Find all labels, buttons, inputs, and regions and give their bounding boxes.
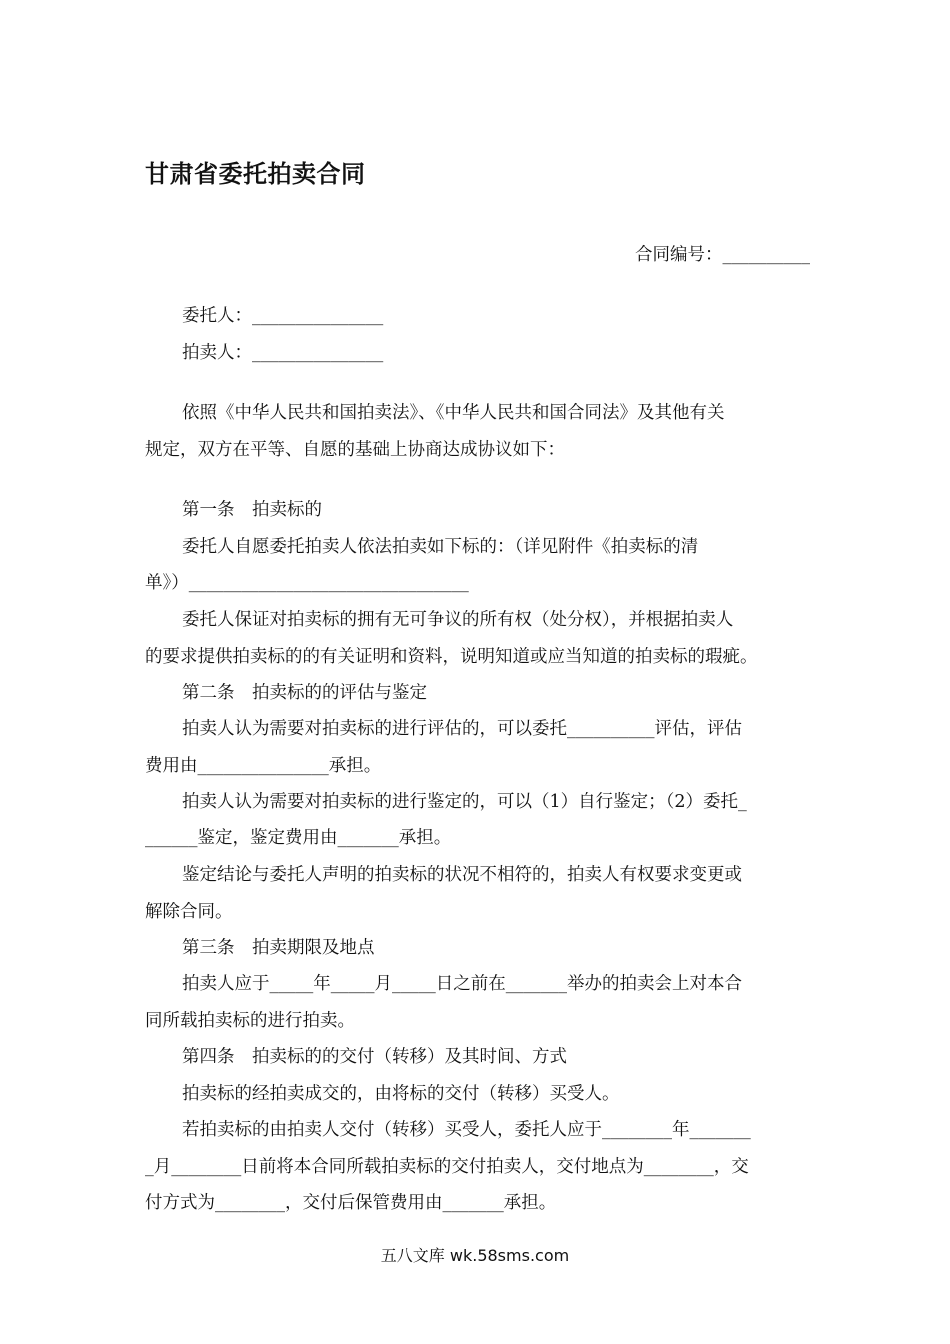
contract-number-line: 合同编号：__________ [635, 245, 810, 265]
article-1-heading: 第一条 拍卖标的 [182, 500, 322, 520]
article-2-line-5: 鉴定结论与委托人声明的拍卖标的状况不相符的，拍卖人有权要求变更或 [182, 865, 742, 885]
article-1-line-4: 的要求提供拍卖标的的有关证明和资料，说明知道或应当知道的拍卖标的瑕疵。 [145, 647, 758, 667]
article-4-line-1: 拍卖标的经拍卖成交的，由将标的交付（转移）买受人。 [182, 1084, 620, 1104]
article-2-heading: 第二条 拍卖标的的评估与鉴定 [182, 683, 427, 703]
article-4-heading: 第四条 拍卖标的的交付（转移）及其时间、方式 [182, 1047, 567, 1067]
principal-line: 委托人：_______________ [182, 306, 384, 326]
article-3-line-2: 同所载拍卖标的进行拍卖。 [145, 1011, 355, 1031]
article-2-line-2: 费用由_______________承担。 [145, 756, 382, 776]
article-3-heading: 第三条 拍卖期限及地点 [182, 938, 375, 958]
article-4-line-3: _月________日前将本合同所载拍卖标的交付拍卖人，交付地点为________，交 [145, 1157, 749, 1177]
article-4-line-2: 若拍卖标的由拍卖人交付（转移）买受人，委托人应于________年_______ [182, 1120, 751, 1140]
article-1-line-2: 单》）________________________________ [145, 573, 469, 593]
article-2-line-1: 拍卖人认为需要对拍卖标的进行评估的，可以委托__________评估，评估 [182, 719, 742, 739]
preamble-line-2: 规定，双方在平等、自愿的基础上协商达成协议如下： [145, 440, 565, 460]
document-title: 甘肃省委托拍卖合同 [145, 160, 366, 188]
article-2-line-6: 解除合同。 [145, 902, 233, 922]
auctioneer-line: 拍卖人：_______________ [182, 343, 384, 363]
article-2-line-4: ______鉴定，鉴定费用由_______承担。 [145, 828, 452, 848]
article-2-line-3: 拍卖人认为需要对拍卖标的进行鉴定的，可以（1）自行鉴定；（2）委托_ [182, 792, 747, 812]
article-1-line-1: 委托人自愿委托拍卖人依法拍卖如下标的：（详见附件《拍卖标的清 [182, 537, 699, 557]
article-1-line-3: 委托人保证对拍卖标的拥有无可争议的所有权（处分权），并根据拍卖人 [182, 610, 734, 630]
article-3-line-1: 拍卖人应于_____年_____月_____日之前在_______举办的拍卖会上对本合 [182, 974, 742, 994]
preamble-line-1: 依照《中华人民共和国拍卖法》、《中华人民共和国合同法》及其他有关 [182, 403, 725, 423]
footer-watermark: 五八文库 wk.58sms.com [380, 1246, 570, 1265]
article-4-line-4: 付方式为________，交付后保管费用由_______承担。 [145, 1193, 557, 1213]
